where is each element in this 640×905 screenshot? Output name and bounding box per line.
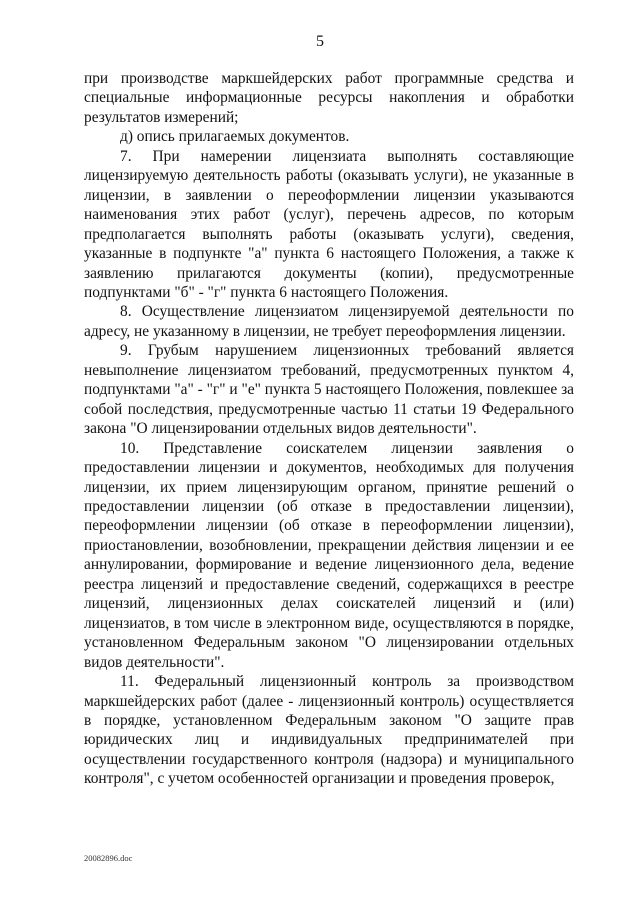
footer-file-code: 20082896.doc — [84, 853, 133, 863]
document-body — [84, 69, 574, 789]
paragraph: д) опись прилагаемых документов. — [120, 128, 350, 146]
paragraph-11: 11. Федеральный лицензионный контроль за производством маркшейдерских работ (далее - лицензионный контроль) осуществляется в порядке, установленном Федеральным законом "О защите прав юридических лиц и индивидуальных предпринимателей при осуществлении государственного контроля (надзора) и муниципального контроля", с учетом особенностей организации и проведения проверок, — [84, 673, 574, 788]
paragraph-10: 10. Представление соискателем лицензии заявления о предоставлении лицензии и документов, необходимых для получения лицензии, их прием лицензирующим органом, принятие решений о предоставлении лицензии (об отказе в предоставлении лицензии), переоформлении лицензии (об отказе в переоформлении лицензии), приостановлении, возобновлении, прекращении действия лицензии и ее аннулировании, формирование и ведение лицензионного дела, ведение реестра лицензий и предоставление сведений, содержащихся в реестре лицензий, лицензионных делах соискателей лицензий и (или) лицензиатов, в том числе в электронном виде, осуществляются в порядке, установленном Федеральным законом "О лицензировании отдельных видов деятельности". — [84, 439, 574, 671]
paragraph-9: 9. Грубым нарушением лицензионных требований является невыполнение лицензиатом требований, предусмотренных пунктом 4, подпунктами "а" - "г" и "е" пункта 5 настоящего Положения, повлекшее за собой последствия, предусмотренные частью 11 статьи 19 Федерального закона "О лицензировании отдельных видов деятельности". — [84, 342, 574, 438]
page-number: 5 — [316, 33, 324, 50]
paragraph-7: 7. При намерении лицензиата выполнять составляющие лицензируемую деятельность работы (оказывать услуги), не указанные в лицензии, в заявлении о переоформлении лицензии указываются наименования этих работ (услуг), перечень адресов, по которым предполагается выполнять работы (оказывать услуги), сведения, указанные в подпункте "а" пункта 6 настоящего Положения, а также к заявлению прилагаются документы (копии), предусмотренные подпунктами "б" - "г" пункта 6 настоящего Положения. — [84, 147, 574, 301]
paragraph: при производстве маркшейдерских работ программные средства и специальные информационные ресурсы накопления и обработки результатов измерений; — [84, 70, 574, 126]
paragraph-8: 8. Осуществление лицензиатом лицензируемой деятельности по адресу, не указанному в лицензии, не требует переоформления лицензии. — [84, 303, 574, 340]
